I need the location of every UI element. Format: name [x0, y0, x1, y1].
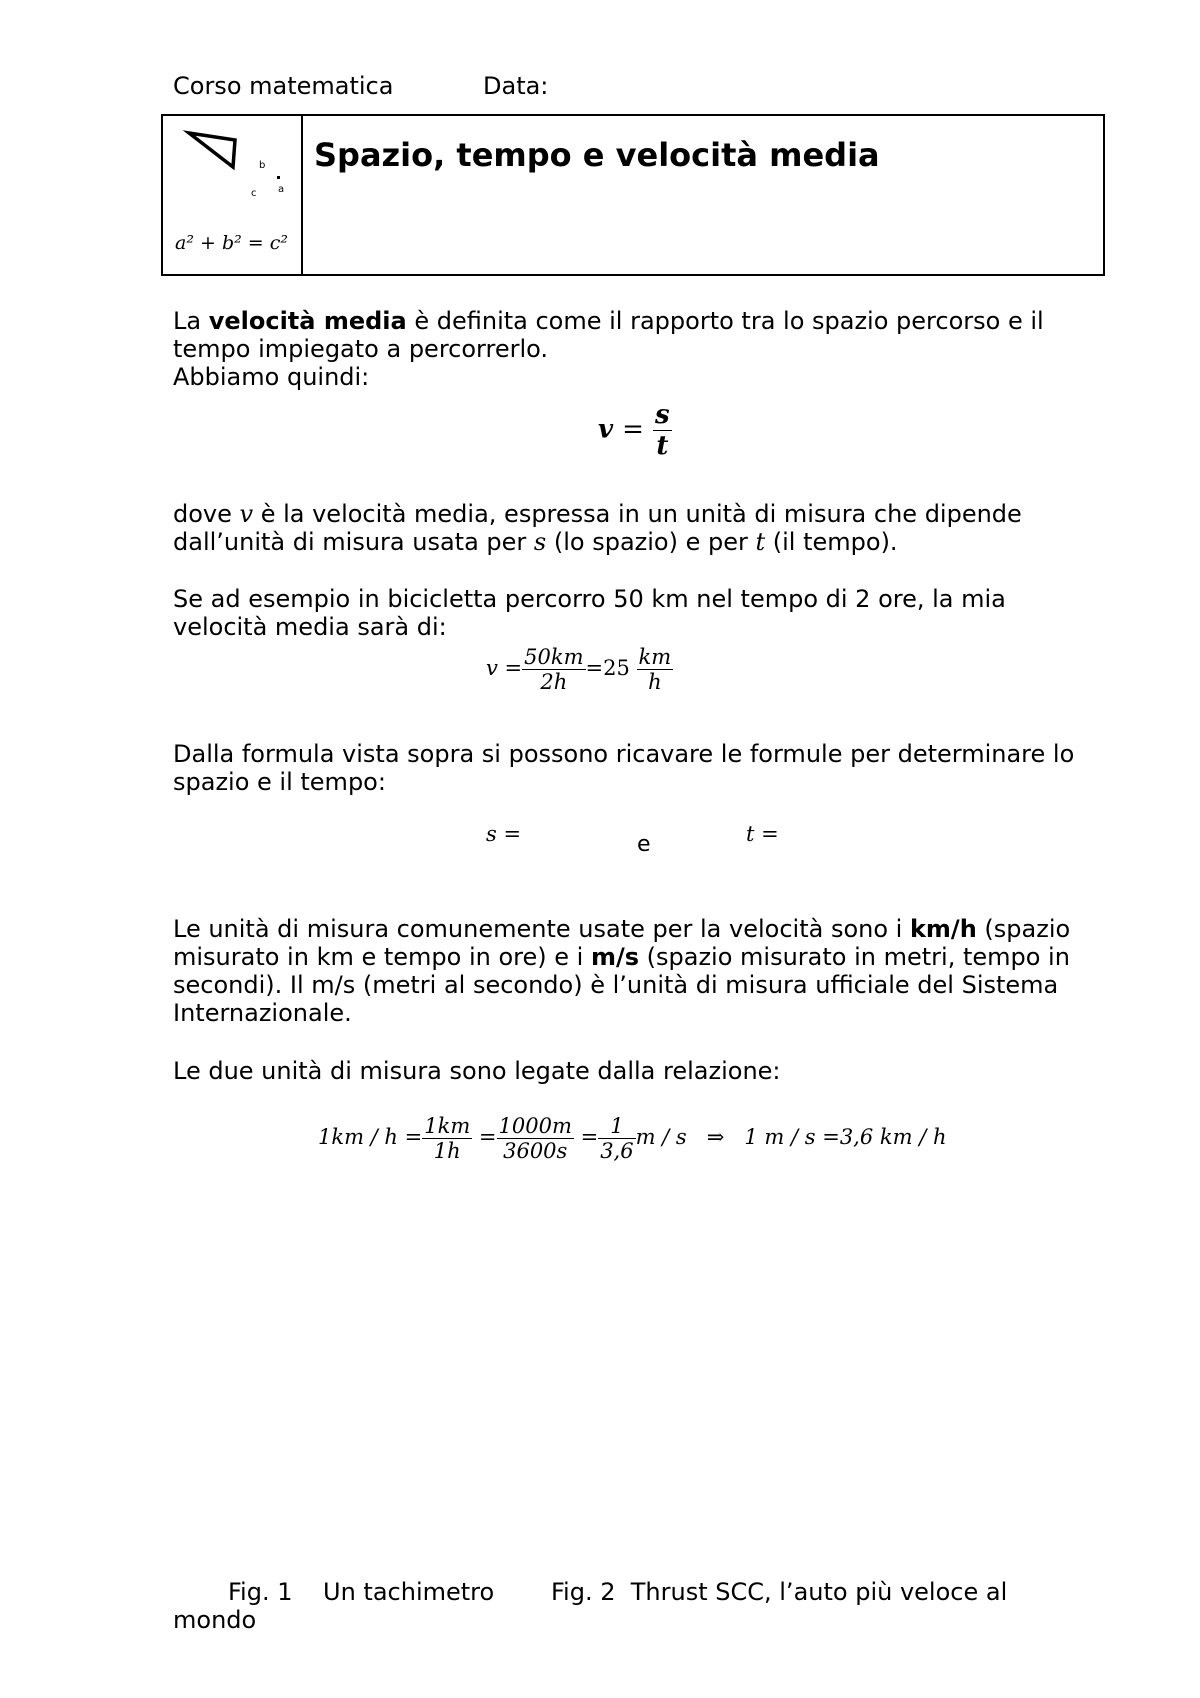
implies-icon: ⇒ — [706, 1125, 725, 1149]
bold-term: velocità media — [208, 307, 407, 335]
fig2-caption: Fig. 2 Thrust SCC, l’auto più veloce al — [551, 1578, 1008, 1606]
relation-paragraph: Le due unità di misura sono legate dalla relazione: — [173, 1057, 781, 1085]
fig1-caption: Fig. 1 Un tachimetro — [228, 1578, 495, 1606]
side-label-a: a — [278, 184, 285, 195]
intro-line-2: Abbiamo quindi: — [173, 363, 370, 391]
course-name: Corso matematica — [173, 72, 394, 100]
relation-formula: 1km / h = $\frac{1km}{1h}$ = $\frac{1000m}{3600s}$ = $\frac{1}{3,6}$ m / s ⇒ 1 m / s =3,6 km / h — [318, 1114, 947, 1163]
side-label-b: b — [259, 160, 266, 171]
fig2-caption-wrap: mondo — [173, 1606, 257, 1634]
conjunction-e: e — [637, 832, 651, 857]
intro-paragraph: La velocità media è definita come il rapporto tra lo spazio percorso e il tempo impiegato a percorrerlo. Abbiamo quindi: — [173, 307, 1103, 391]
s-formula: s = — [486, 822, 522, 846]
units-paragraph: Le unità di misura comunemente usate per la velocità sono i km/h (spazio misurato in km e tempo in ore) e i m/s (spazio misurato in metri, tempo in secondi). Il m/s (metri al secondo) è l’unità di misura ufficiale del Sistema Internazionale. — [173, 915, 1071, 1027]
side-label-c: c — [251, 188, 257, 199]
page-title: Spazio, tempo e velocità media — [314, 136, 880, 174]
derive-paragraph: Dalla formula vista sopra si possono ricavare le formule per determinare lo spazio e il tempo: — [173, 740, 1075, 796]
box-divider — [301, 116, 303, 274]
date-label: Data: — [483, 72, 549, 100]
velocity-formula: v = $\frac{s}{t}$ — [598, 400, 670, 461]
t-formula: t = — [746, 822, 779, 846]
title-box — [161, 114, 1105, 276]
pythagoras-logo — [171, 122, 296, 272]
example-paragraph: Se ad esempio in bicicletta percorro 50 km nel tempo di 2 ore, la mia velocità media sarà di: — [173, 585, 1006, 641]
pythagoras-formula: a² + b² = c² — [175, 232, 288, 254]
example-formula: v = $\frac{50km}{2h}$ =25 $\frac{km}{h}$ — [486, 645, 672, 694]
explanation-paragraph: dove v è la velocità media, espressa in un unità di misura che dipende dall’unità di misura usata per s (lo spazio) e per t (il tempo). — [173, 500, 1022, 556]
